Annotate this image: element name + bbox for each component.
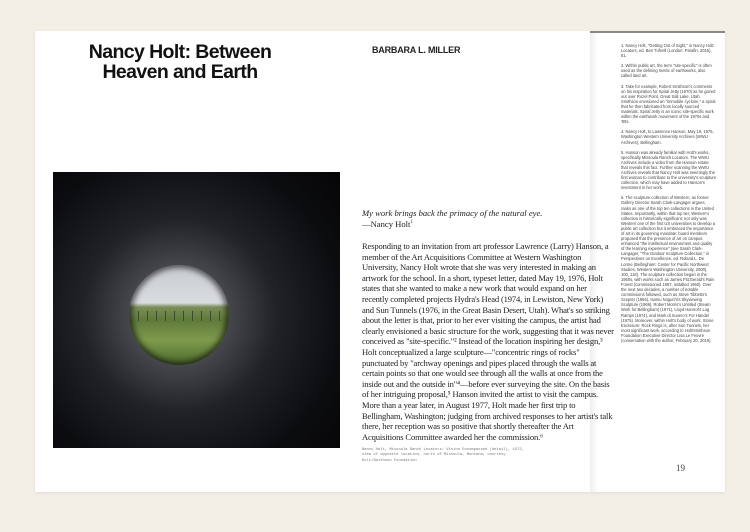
footnote: 1. Nancy Holt, "Getting Out of Sight," in Nancy Holt: Locators, ed. Ben Tufnell (London: Parafin, 2015), 51. [621,43,715,59]
epigraph [362,208,614,229]
footnote: 3. Take for example, Robert Smithson's comments on his inspiration for Spiral Jetty (1970) as he gazed out over Rozel Point, Great Salt Lake, Utah. Smithson envisioned an "immobile cyclone," a spiral that he then fabricated from locally sourced materials. Spiral Jetty is an iconic site-specific work within the earthwork movement of the 1970s and '80s. [621,83,716,125]
footnote-ref: 1 [410,219,413,225]
page-number: 19 [676,463,685,473]
locator-view-circle [129,265,229,365]
article-photo [53,172,340,448]
body-text: Responding to an invitation from art professor Lawrence (Larry) Hanson, a member of the Art Acquisitions Committee at Western Washington University, Nancy Holt wrote that she was very interested in making an artwork for the school. In a short, typeset letter, dated May 19, 1976, Holt states that she wanted to make a new work that would expand on her recently completed projects Hydra's Head (1974, in Lewiston, New York) and Sun Tunnels (1976, in the Great Basin Desert, Utah). What's so striking about the letter is that, prior to her ever visiting the campus, the artist had clearly envisioned a basic structure for the work, suggesting that it was never conceived as "site-specific."² Instead of the location inspiring her design,³ Holt conceptualized a large sculpture—"concentric rings of rocks" punctuated by "archway openings and pipes placed through the walls at certain points so that one would see through all the walls at once from the inside out and the outside in"⁴—before ever surveying the site. On the basis of her intriguing proposal,⁵ Hanson invited the artist to visit the campus. More than a year later, in August 1977, Holt made her first trip to Bellingham, Washington; judging from archived responses to her artist's talk there, her reception was so positive that shortly thereafter the Art Acquisitions Committee awarded her the commission.⁶ [362,241,614,442]
epigraph-attribution: —Nancy Holt [362,218,411,229]
footnote: 6. The sculpture collection of Western, as former Gallery Director Sarah Clark-Langager argues, ranks as one of the top ten collections in the United States. Importantly, within that top tier, Western's collection is historically significant: not only was Western one of the first US universities to develop a public art collection but it embraced the importance of art in its governing mandate: board members proposed that the presence of art on campus enhanced "the intellectual environment and quality of the learning experience" (see Sarah Clark-Langager, "The Outdoor Sculpture Collection," in Perspectives on Excellence, ed. Roland L. De Lorme (Bellingham: Center for Pacific Northwest Studies, Western Washington University, 2000), 100, 118). The sculpture collection began in the 1950s, with works such as James FitzGerald's Rain Forest (commissioned 1957, installed 1960). Over the next two decades, a number of notable commissions followed, such as Steve Tibbetts's Scepter (1966), Isamu Noguchi's Skyviewing Sculpture (1969), Robert Morris's Untitled (Steam Work for Bellingham) (1971), Lloyd Hamrol's Log Ramps (1974), and Mark di Suvero's For Handel (1975). Moreover, within Holt's body of work, Stone Enclosure: Rock Rings is, after Sun Tunnels, her most significant work, according to Holt/Smithson Foundation Executive Director Lisa Le Feuvre (conversation with the author, February 20, 2019). [621,195,716,343]
footnote: 2. Within public art, the term "site-specific" is often used as the defining metric of earthworks, also called land art. [621,63,712,79]
author-name: BARBARA L. MILLER [372,45,461,55]
text-column [362,208,614,464]
epigraph-quote: My work brings back the primacy of the natural eye. [362,208,543,218]
footnotes [621,43,716,348]
article-title: Nancy Holt: Between Heaven and Earth [88,41,272,83]
footnote: 4. Nancy Holt, to Lawrence Hanson, May 19, 1976, Washington Western University Archives (WWU Archives), Bellingham. [621,129,714,145]
footnote: 5. Hanson was already familiar with Holt's works, specifically Missoula Ranch Locators. The WWU Archives include a video from the Hanson estate that reveals this fact. Further scanning the WWU Archives reveals that Nancy Holt was seemingly the first woman to contribute to the university's sculpture collection, which may have added to Hanson's investment in her work. [621,149,716,191]
photo-caption: Nancy Holt, Missoula Ranch Locators: Vision Encompassed (detail), 1972, view of opposite location, north of Missoula, Montana, courtesy Holt/Smithson Foundation [362,448,524,463]
